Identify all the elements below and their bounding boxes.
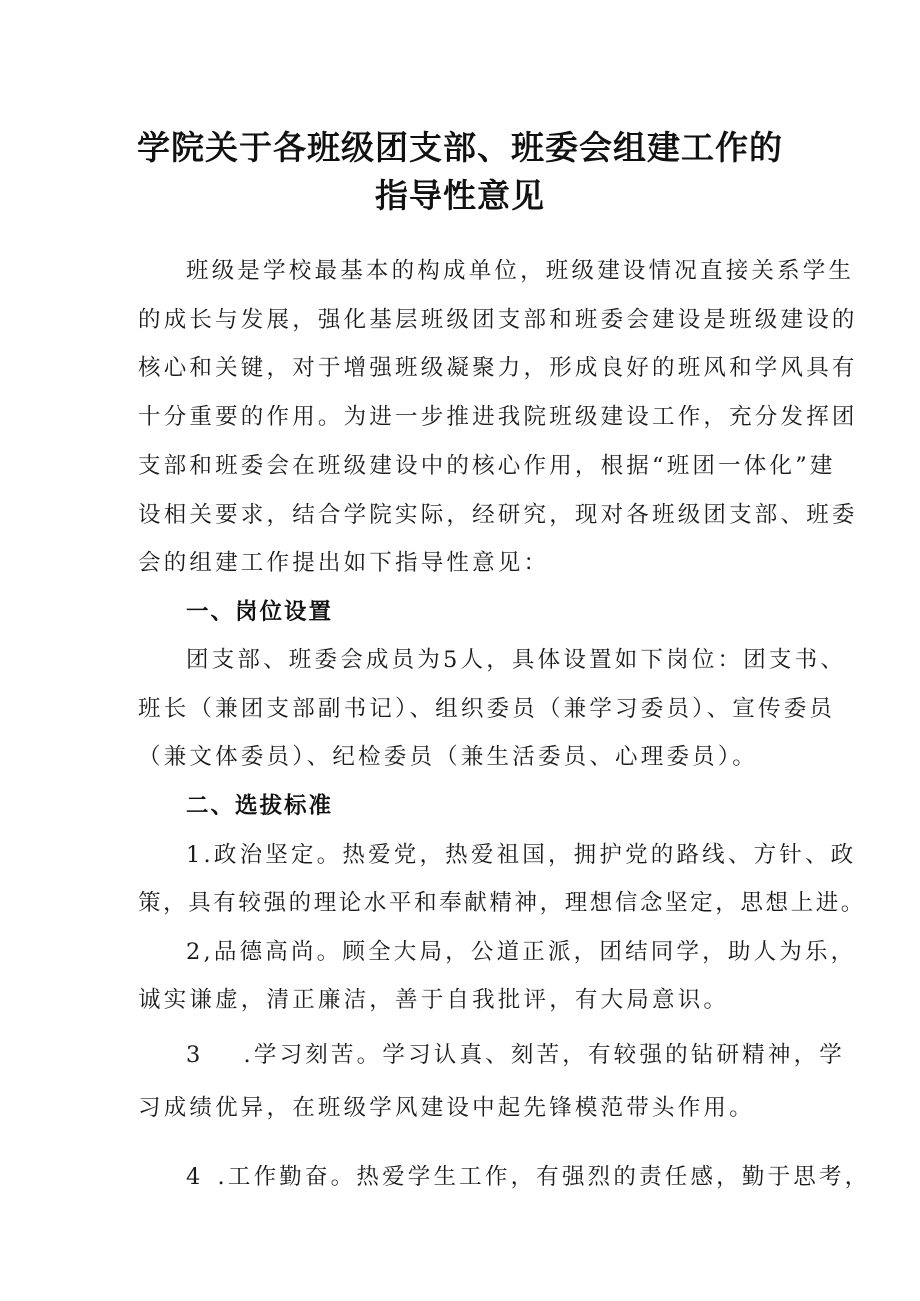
intro-line: 的成长与发展，强化基层班级团支部和班委会建设是班级建设的: [138, 307, 858, 333]
section-heading-criteria: 二、选拔标准: [186, 793, 334, 819]
criteria-item-3-text: .学习刻苦。学习认真、刻苦，有较强的钻研精神，学: [243, 1042, 845, 1068]
criteria-item-3-line: 习成绩优异，在班级学风建设中起先锋模范带头作用。: [138, 1095, 755, 1121]
intro-line: 核心和关键，对于增强班级凝聚力，形成良好的班风和学风具有: [138, 355, 858, 381]
intro-line: 十分重要的作用。为进一步推进我院班级建设工作，充分发挥团: [138, 404, 858, 430]
document-title-line-1: 学院关于各班级团支部、班委会组建工作的: [137, 128, 783, 167]
criteria-item-4-text: .工作勤奋。热爱学生工作，有强烈的责任感，勤于思考，: [217, 1164, 871, 1190]
criteria-item-1-line: 策，具有较强的理论水平和奉献精神，理想信念坚定，思想上进。: [138, 890, 866, 916]
section1-line: 班长（兼团支部副书记）、组织委员（兼学习委员）、宣传委员: [138, 696, 836, 722]
document-title-line-2: 指导性意见: [375, 176, 545, 215]
section1-line: 团支部、班委会成员为5人，具体设置如下岗位：团支书、: [186, 647, 847, 673]
intro-line: 班级是学校最基本的构成单位，班级建设情况直接关系学生: [186, 258, 855, 284]
criteria-item-1-line: 1.政治坚定。热爱党，热爱祖国，拥护党的路线、方针、政: [186, 842, 857, 868]
section1-line: （兼文体委员）、纪检委员（兼生活委员、心理委员）。: [138, 744, 759, 770]
criteria-item-4-line: [186, 1162, 871, 1192]
criteria-item-4-number: 4: [186, 1164, 204, 1190]
intro-line: 支部和班委会在班级建设中的核心作用，根据“班团一体化”建: [138, 453, 836, 479]
criteria-item-3-line: [186, 1040, 845, 1070]
criteria-item-2-line: 2,品德高尚。顾全大局，公道正派，团结同学，助人为乐，: [186, 939, 857, 965]
criteria-item-3-number: 3: [186, 1042, 204, 1068]
intro-line: 设相关要求，结合学院实际，经研究，现对各班级团支部、班委: [138, 502, 858, 528]
section-heading-positions: 一、岗位设置: [186, 599, 334, 625]
criteria-item-2-line: 诚实谦虚，清正廉洁，善于自我批评，有大局意识。: [138, 987, 730, 1013]
intro-line: 会的组建工作提出如下指导性意见：: [138, 550, 550, 576]
